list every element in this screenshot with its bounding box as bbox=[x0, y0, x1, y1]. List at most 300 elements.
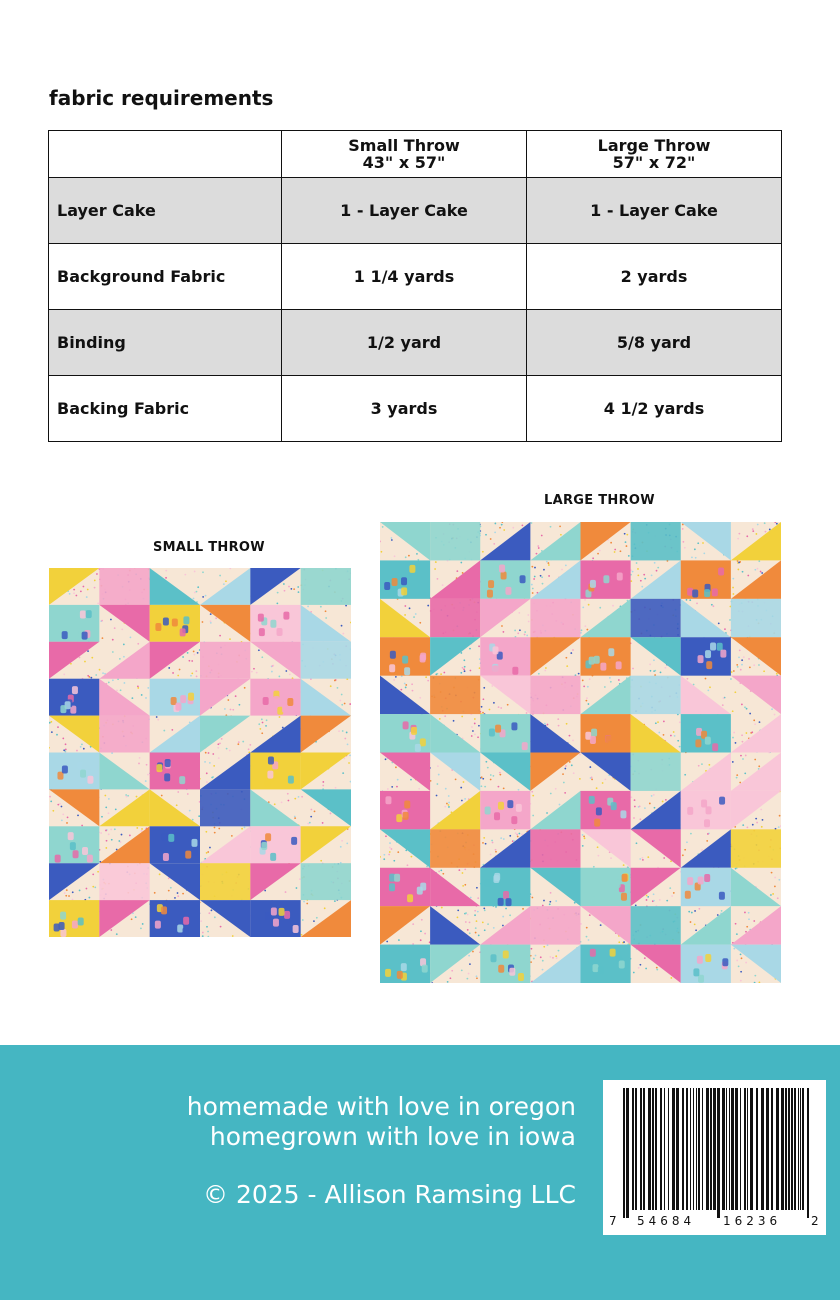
quilt-speckle bbox=[533, 578, 535, 580]
quilt-speckle bbox=[340, 846, 342, 848]
quilt-speckle bbox=[493, 702, 495, 704]
quilt-print-mark bbox=[403, 721, 409, 729]
quilt-speckle bbox=[174, 897, 176, 899]
barcode-bar bbox=[771, 1088, 773, 1210]
quilt-speckle bbox=[66, 822, 68, 824]
quilt-speckle bbox=[457, 910, 459, 912]
quilt-print-mark bbox=[407, 894, 413, 902]
quilt-speckle bbox=[238, 741, 240, 743]
quilt-speckle bbox=[623, 864, 625, 866]
quilt-speckle bbox=[187, 652, 189, 654]
quilt-speckle bbox=[462, 872, 464, 874]
quilt-speckle bbox=[555, 955, 557, 957]
quilt-speckle bbox=[752, 530, 754, 532]
quilt-speckle bbox=[697, 542, 699, 544]
quilt-speckle bbox=[114, 627, 116, 629]
quilt-speckle bbox=[349, 754, 351, 756]
quilt-print-mark bbox=[175, 703, 181, 711]
quilt-speckle bbox=[624, 533, 626, 535]
quilt-square bbox=[200, 863, 250, 900]
quilt-speckle bbox=[469, 963, 471, 965]
quilt-speckle bbox=[235, 695, 237, 697]
quilt-print-mark bbox=[687, 807, 693, 815]
quilt-speckle bbox=[495, 906, 497, 908]
quilt-print-mark bbox=[263, 697, 269, 705]
quilt-speckle bbox=[244, 687, 246, 689]
quilt-print-mark bbox=[498, 802, 504, 810]
barcode-bar bbox=[740, 1088, 741, 1210]
quilt-print-mark bbox=[191, 839, 197, 847]
quilt-speckle bbox=[582, 680, 584, 682]
quilt-speckle bbox=[385, 835, 387, 837]
quilt-speckle bbox=[137, 687, 139, 689]
quilt-speckle bbox=[518, 789, 520, 791]
quilt-print-mark bbox=[722, 958, 728, 966]
quilt-speckle bbox=[120, 689, 122, 691]
quilt-speckle bbox=[679, 746, 681, 748]
quilt-speckle bbox=[738, 656, 740, 658]
barcode-bar bbox=[726, 1088, 727, 1210]
quilt-print-mark bbox=[389, 664, 395, 672]
quilt-speckle bbox=[741, 659, 743, 661]
quilt-speckle bbox=[105, 830, 107, 832]
quilt-speckle bbox=[632, 571, 634, 573]
quilt-speckle bbox=[217, 743, 219, 745]
quilt-speckle bbox=[547, 724, 549, 726]
quilt-speckle bbox=[665, 799, 667, 801]
quilt-speckle bbox=[206, 926, 208, 928]
quilt-speckle bbox=[472, 951, 474, 953]
quilt-print-mark bbox=[593, 964, 599, 972]
quilt-speckle bbox=[655, 722, 657, 724]
quilt-speckle bbox=[533, 958, 535, 960]
quilt-print-mark bbox=[611, 802, 617, 810]
quilt-print-mark bbox=[495, 725, 501, 733]
quilt-speckle bbox=[732, 587, 734, 589]
quilt-speckle bbox=[242, 741, 244, 743]
quilt-speckle bbox=[66, 889, 68, 891]
quilt-speckle bbox=[108, 682, 110, 684]
quilt-speckle bbox=[330, 685, 332, 687]
quilt-speckle bbox=[102, 672, 104, 674]
quilt-speckle bbox=[585, 700, 587, 702]
quilt-speckle bbox=[658, 732, 660, 734]
quilt-speckle bbox=[745, 931, 747, 933]
quilt-print-mark bbox=[718, 568, 724, 576]
quilt-speckle bbox=[663, 857, 665, 859]
quilt-print-mark bbox=[499, 565, 505, 573]
quilt-speckle bbox=[703, 553, 705, 555]
quilt-speckle bbox=[503, 787, 505, 789]
quilt-speckle bbox=[244, 827, 246, 829]
quilt-speckle bbox=[701, 849, 703, 851]
quilt-square bbox=[681, 868, 731, 906]
quilt-speckle bbox=[102, 637, 104, 639]
quilt-speckle bbox=[307, 823, 309, 825]
quilt-speckle bbox=[393, 679, 395, 681]
quilt-speckle bbox=[495, 849, 497, 851]
quilt-speckle bbox=[550, 526, 552, 528]
barcode-bar bbox=[676, 1088, 679, 1210]
quilt-speckle bbox=[735, 742, 737, 744]
quilt-speckle bbox=[487, 923, 489, 925]
barcode-bar bbox=[766, 1088, 769, 1210]
quilt-speckle bbox=[657, 567, 659, 569]
quilt-speckle bbox=[698, 765, 700, 767]
quilt-speckle bbox=[171, 729, 173, 731]
quilt-speckle bbox=[656, 969, 658, 971]
quilt-speckle bbox=[515, 832, 517, 834]
quilt-speckle bbox=[521, 524, 523, 526]
quilt-speckle bbox=[679, 721, 681, 723]
quilt-print-mark bbox=[589, 796, 595, 804]
quilt-print-mark bbox=[697, 956, 703, 964]
quilt-speckle bbox=[52, 810, 54, 812]
quilt-speckle bbox=[316, 917, 318, 919]
quilt-speckle bbox=[79, 890, 81, 892]
large-throw-label: LARGE THROW bbox=[544, 493, 655, 508]
quilt-speckle bbox=[395, 676, 397, 678]
quilt-speckle bbox=[736, 933, 738, 935]
quilt-speckle bbox=[460, 652, 462, 654]
small-throw-label: SMALL THROW bbox=[153, 540, 265, 555]
quilt-speckle bbox=[200, 920, 202, 922]
quilt-speckle bbox=[610, 542, 612, 544]
quilt-speckle bbox=[462, 885, 464, 887]
quilt-print-mark bbox=[520, 575, 526, 583]
quilt-speckle bbox=[494, 523, 496, 525]
quilt-print-mark bbox=[180, 628, 186, 636]
barcode-bar bbox=[729, 1088, 730, 1210]
quilt-print-mark bbox=[384, 582, 390, 590]
quilt-speckle bbox=[745, 962, 747, 964]
quilt-speckle bbox=[509, 835, 511, 837]
quilt-speckle bbox=[671, 895, 673, 897]
quilt-print-mark bbox=[287, 698, 293, 706]
quilt-speckle bbox=[105, 806, 107, 808]
quilt-speckle bbox=[626, 545, 628, 547]
quilt-speckle bbox=[139, 757, 141, 759]
quilt-speckle bbox=[461, 800, 463, 802]
quilt-speckle bbox=[207, 851, 209, 853]
quilt-speckle bbox=[119, 658, 121, 660]
quilt-speckle bbox=[736, 664, 738, 666]
quilt-speckle bbox=[604, 778, 606, 780]
quilt-speckle bbox=[283, 583, 285, 585]
quilt-speckle bbox=[503, 838, 505, 840]
quilt-square bbox=[631, 753, 681, 791]
quilt-speckle bbox=[579, 778, 581, 780]
quilt-speckle bbox=[498, 786, 500, 788]
small-throw-value: 1 - Layer Cake bbox=[282, 178, 527, 244]
barcode-bar bbox=[693, 1088, 694, 1210]
barcode-bar bbox=[776, 1088, 779, 1210]
quilt-speckle bbox=[742, 824, 744, 826]
quilt-print-mark bbox=[82, 632, 88, 640]
barcode-bar bbox=[632, 1088, 634, 1210]
quilt-speckle bbox=[438, 774, 440, 776]
quilt-speckle bbox=[453, 720, 455, 722]
quilt-print-mark bbox=[610, 949, 616, 957]
barcode-bar bbox=[660, 1088, 662, 1210]
quilt-speckle bbox=[91, 657, 93, 659]
quilt-print-mark bbox=[273, 919, 279, 927]
quilt-square bbox=[430, 599, 480, 637]
quilt-print-mark bbox=[598, 966, 604, 974]
quilt-speckle bbox=[705, 678, 707, 680]
quilt-speckle bbox=[285, 891, 287, 893]
quilt-speckle bbox=[324, 907, 326, 909]
quilt-speckle bbox=[288, 586, 290, 588]
quilt-speckle bbox=[464, 670, 466, 672]
quilt-speckle bbox=[335, 787, 337, 789]
quilt-square bbox=[380, 714, 430, 752]
quilt-speckle bbox=[325, 610, 327, 612]
quilt-speckle bbox=[86, 596, 88, 598]
quilt-speckle bbox=[490, 854, 492, 856]
quilt-speckle bbox=[65, 749, 67, 751]
quilt-speckle bbox=[145, 780, 147, 782]
quilt-speckle bbox=[417, 559, 419, 561]
quilt-speckle bbox=[537, 545, 539, 547]
quilt-speckle bbox=[756, 822, 758, 824]
quilt-speckle bbox=[393, 860, 395, 862]
barcode-right-group: 16236 bbox=[723, 1214, 782, 1228]
quilt-speckle bbox=[477, 897, 479, 899]
quilt-speckle bbox=[436, 795, 438, 797]
quilt-speckle bbox=[477, 911, 479, 913]
quilt-speckle bbox=[177, 892, 179, 894]
quilt-speckle bbox=[136, 827, 138, 829]
quilt-speckle bbox=[755, 818, 757, 820]
quilt-speckle bbox=[381, 551, 383, 553]
quilt-speckle bbox=[666, 900, 668, 902]
quilt-speckle bbox=[663, 734, 665, 736]
quilt-speckle bbox=[741, 734, 743, 736]
quilt-speckle bbox=[559, 804, 561, 806]
quilt-speckle bbox=[274, 803, 276, 805]
quilt-speckle bbox=[562, 773, 564, 775]
quilt-speckle bbox=[777, 897, 779, 899]
quilt-speckle bbox=[197, 652, 199, 654]
quilt-speckle bbox=[740, 980, 742, 982]
quilt-speckle bbox=[526, 712, 528, 714]
quilt-speckle bbox=[556, 957, 558, 959]
quilt-speckle bbox=[701, 763, 703, 765]
quilt-speckle bbox=[339, 700, 341, 702]
quilt-speckle bbox=[732, 737, 734, 739]
quilt-speckle bbox=[513, 840, 515, 842]
quilt-print-mark bbox=[591, 896, 597, 904]
quilt-speckle bbox=[478, 645, 480, 647]
barcode-bar bbox=[682, 1088, 684, 1210]
quilt-speckle bbox=[100, 832, 102, 834]
quilt-speckle bbox=[476, 977, 478, 979]
tagline-iowa: homegrown with love in iowa bbox=[209, 1122, 576, 1151]
quilt-speckle bbox=[746, 535, 748, 537]
quilt-speckle bbox=[156, 716, 158, 718]
quilt-print-mark bbox=[511, 816, 517, 824]
quilt-speckle bbox=[405, 556, 407, 558]
quilt-speckle bbox=[730, 678, 732, 680]
quilt-speckle bbox=[474, 733, 476, 735]
quilt-speckle bbox=[208, 912, 210, 914]
quilt-speckle bbox=[776, 523, 778, 525]
quilt-speckle bbox=[540, 575, 542, 577]
quilt-speckle bbox=[639, 858, 641, 860]
quilt-print-mark bbox=[82, 847, 88, 855]
row-label: Backing Fabric bbox=[49, 376, 282, 442]
quilt-print-mark bbox=[712, 588, 718, 596]
quilt-speckle bbox=[112, 679, 114, 681]
quilt-speckle bbox=[475, 927, 477, 929]
quilt-speckle bbox=[193, 598, 195, 600]
row-label: Background Fabric bbox=[49, 244, 282, 310]
quilt-speckle bbox=[682, 528, 684, 530]
quilt-speckle bbox=[136, 796, 138, 798]
quilt-speckle bbox=[184, 574, 186, 576]
quilt-speckle bbox=[442, 584, 444, 586]
quilt-print-mark bbox=[390, 651, 396, 659]
barcode-bar bbox=[698, 1088, 700, 1210]
quilt-print-mark bbox=[78, 918, 84, 926]
quilt-speckle bbox=[599, 550, 601, 552]
quilt-speckle bbox=[604, 686, 606, 688]
quilt-speckle bbox=[59, 803, 61, 805]
quilt-print-mark bbox=[695, 739, 701, 747]
quilt-speckle bbox=[448, 806, 450, 808]
quilt-speckle bbox=[209, 762, 211, 764]
quilt-speckle bbox=[129, 835, 131, 837]
quilt-print-mark bbox=[161, 906, 167, 914]
quilt-speckle bbox=[418, 788, 420, 790]
quilt-speckle bbox=[463, 659, 465, 661]
quilt-speckle bbox=[770, 894, 772, 896]
quilt-print-mark bbox=[719, 892, 725, 900]
quilt-speckle bbox=[284, 590, 286, 592]
quilt-speckle bbox=[741, 957, 743, 959]
quilt-speckle bbox=[673, 892, 675, 894]
quilt-speckle bbox=[501, 625, 503, 627]
barcode-bar bbox=[794, 1088, 796, 1210]
quilt-speckle bbox=[409, 607, 411, 609]
quilt-svg bbox=[380, 522, 781, 983]
quilt-speckle bbox=[614, 551, 616, 553]
quilt-speckle bbox=[258, 649, 260, 651]
quilt-print-mark bbox=[494, 812, 500, 820]
barcode-bar bbox=[640, 1088, 642, 1210]
quilt-speckle bbox=[196, 591, 198, 593]
quilt-speckle bbox=[484, 786, 486, 788]
barcode-bar bbox=[731, 1088, 734, 1210]
quilt-print-mark bbox=[270, 853, 276, 861]
quilt-speckle bbox=[653, 659, 655, 661]
quilt-speckle bbox=[502, 925, 504, 927]
quilt-speckle bbox=[395, 766, 397, 768]
quilt-speckle bbox=[586, 629, 588, 631]
quilt-speckle bbox=[774, 877, 776, 879]
header-cell-empty bbox=[49, 131, 282, 178]
quilt-speckle bbox=[737, 666, 739, 668]
quilt-speckle bbox=[345, 605, 347, 607]
quilt-print-mark bbox=[185, 851, 191, 859]
barcode bbox=[603, 1080, 826, 1235]
quilt-speckle bbox=[302, 919, 304, 921]
quilt-speckle bbox=[589, 914, 591, 916]
quilt-speckle bbox=[438, 871, 440, 873]
barcode-bar bbox=[652, 1088, 654, 1210]
quilt-speckle bbox=[682, 541, 684, 543]
quilt-speckle bbox=[214, 832, 216, 834]
quilt-speckle bbox=[738, 533, 740, 535]
quilt-speckle bbox=[747, 575, 749, 577]
quilt-print-mark bbox=[705, 650, 711, 658]
quilt-speckle bbox=[543, 900, 545, 902]
quilt-speckle bbox=[108, 812, 110, 814]
quilt-speckle bbox=[563, 782, 565, 784]
quilt-speckle bbox=[647, 896, 649, 898]
quilt-speckle bbox=[626, 534, 628, 536]
quilt-speckle bbox=[64, 892, 66, 894]
quilt-speckle bbox=[56, 734, 58, 736]
quilt-speckle bbox=[541, 535, 543, 537]
quilt-print-mark bbox=[72, 686, 78, 694]
quilt-speckle bbox=[628, 555, 630, 557]
quilt-speckle bbox=[659, 899, 661, 901]
quilt-speckle bbox=[241, 828, 243, 830]
quilt-speckle bbox=[739, 649, 741, 651]
quilt-speckle bbox=[394, 555, 396, 557]
quilt-speckle bbox=[564, 792, 566, 794]
quilt-print-mark bbox=[619, 961, 625, 969]
quilt-speckle bbox=[108, 833, 110, 835]
quilt-speckle bbox=[191, 660, 193, 662]
quilt-speckle bbox=[309, 822, 311, 824]
quilt-speckle bbox=[733, 593, 735, 595]
quilt-speckle bbox=[389, 851, 391, 853]
barcode-bar bbox=[788, 1088, 790, 1210]
quilt-speckle bbox=[407, 864, 409, 866]
quilt-print-mark bbox=[87, 776, 93, 784]
quilt-speckle bbox=[50, 800, 52, 802]
quilt-speckle bbox=[758, 560, 760, 562]
quilt-speckle bbox=[540, 956, 542, 958]
quilt-speckle bbox=[427, 605, 429, 607]
quilt-speckle bbox=[469, 932, 471, 934]
quilt-speckle bbox=[653, 794, 655, 796]
quilt-speckle bbox=[145, 697, 147, 699]
quilt-speckle bbox=[212, 753, 214, 755]
quilt-speckle bbox=[558, 725, 560, 727]
quilt-speckle bbox=[478, 935, 480, 937]
barcode-bar bbox=[756, 1088, 758, 1210]
quilt-speckle bbox=[745, 732, 747, 734]
quilt-speckle bbox=[73, 592, 75, 594]
quilt-speckle bbox=[419, 697, 421, 699]
quilt-speckle bbox=[205, 831, 207, 833]
quilt-speckle bbox=[192, 819, 194, 821]
quilt-speckle bbox=[170, 887, 172, 889]
quilt-print-mark bbox=[415, 744, 421, 752]
quilt-speckle bbox=[485, 843, 487, 845]
quilt-speckle bbox=[555, 900, 557, 902]
quilt-speckle bbox=[396, 786, 398, 788]
quilt-print-mark bbox=[396, 814, 402, 822]
quilt-speckle bbox=[543, 946, 545, 948]
quilt-print-mark bbox=[163, 618, 169, 626]
quilt-speckle bbox=[251, 671, 253, 673]
quilt-speckle bbox=[86, 888, 88, 890]
